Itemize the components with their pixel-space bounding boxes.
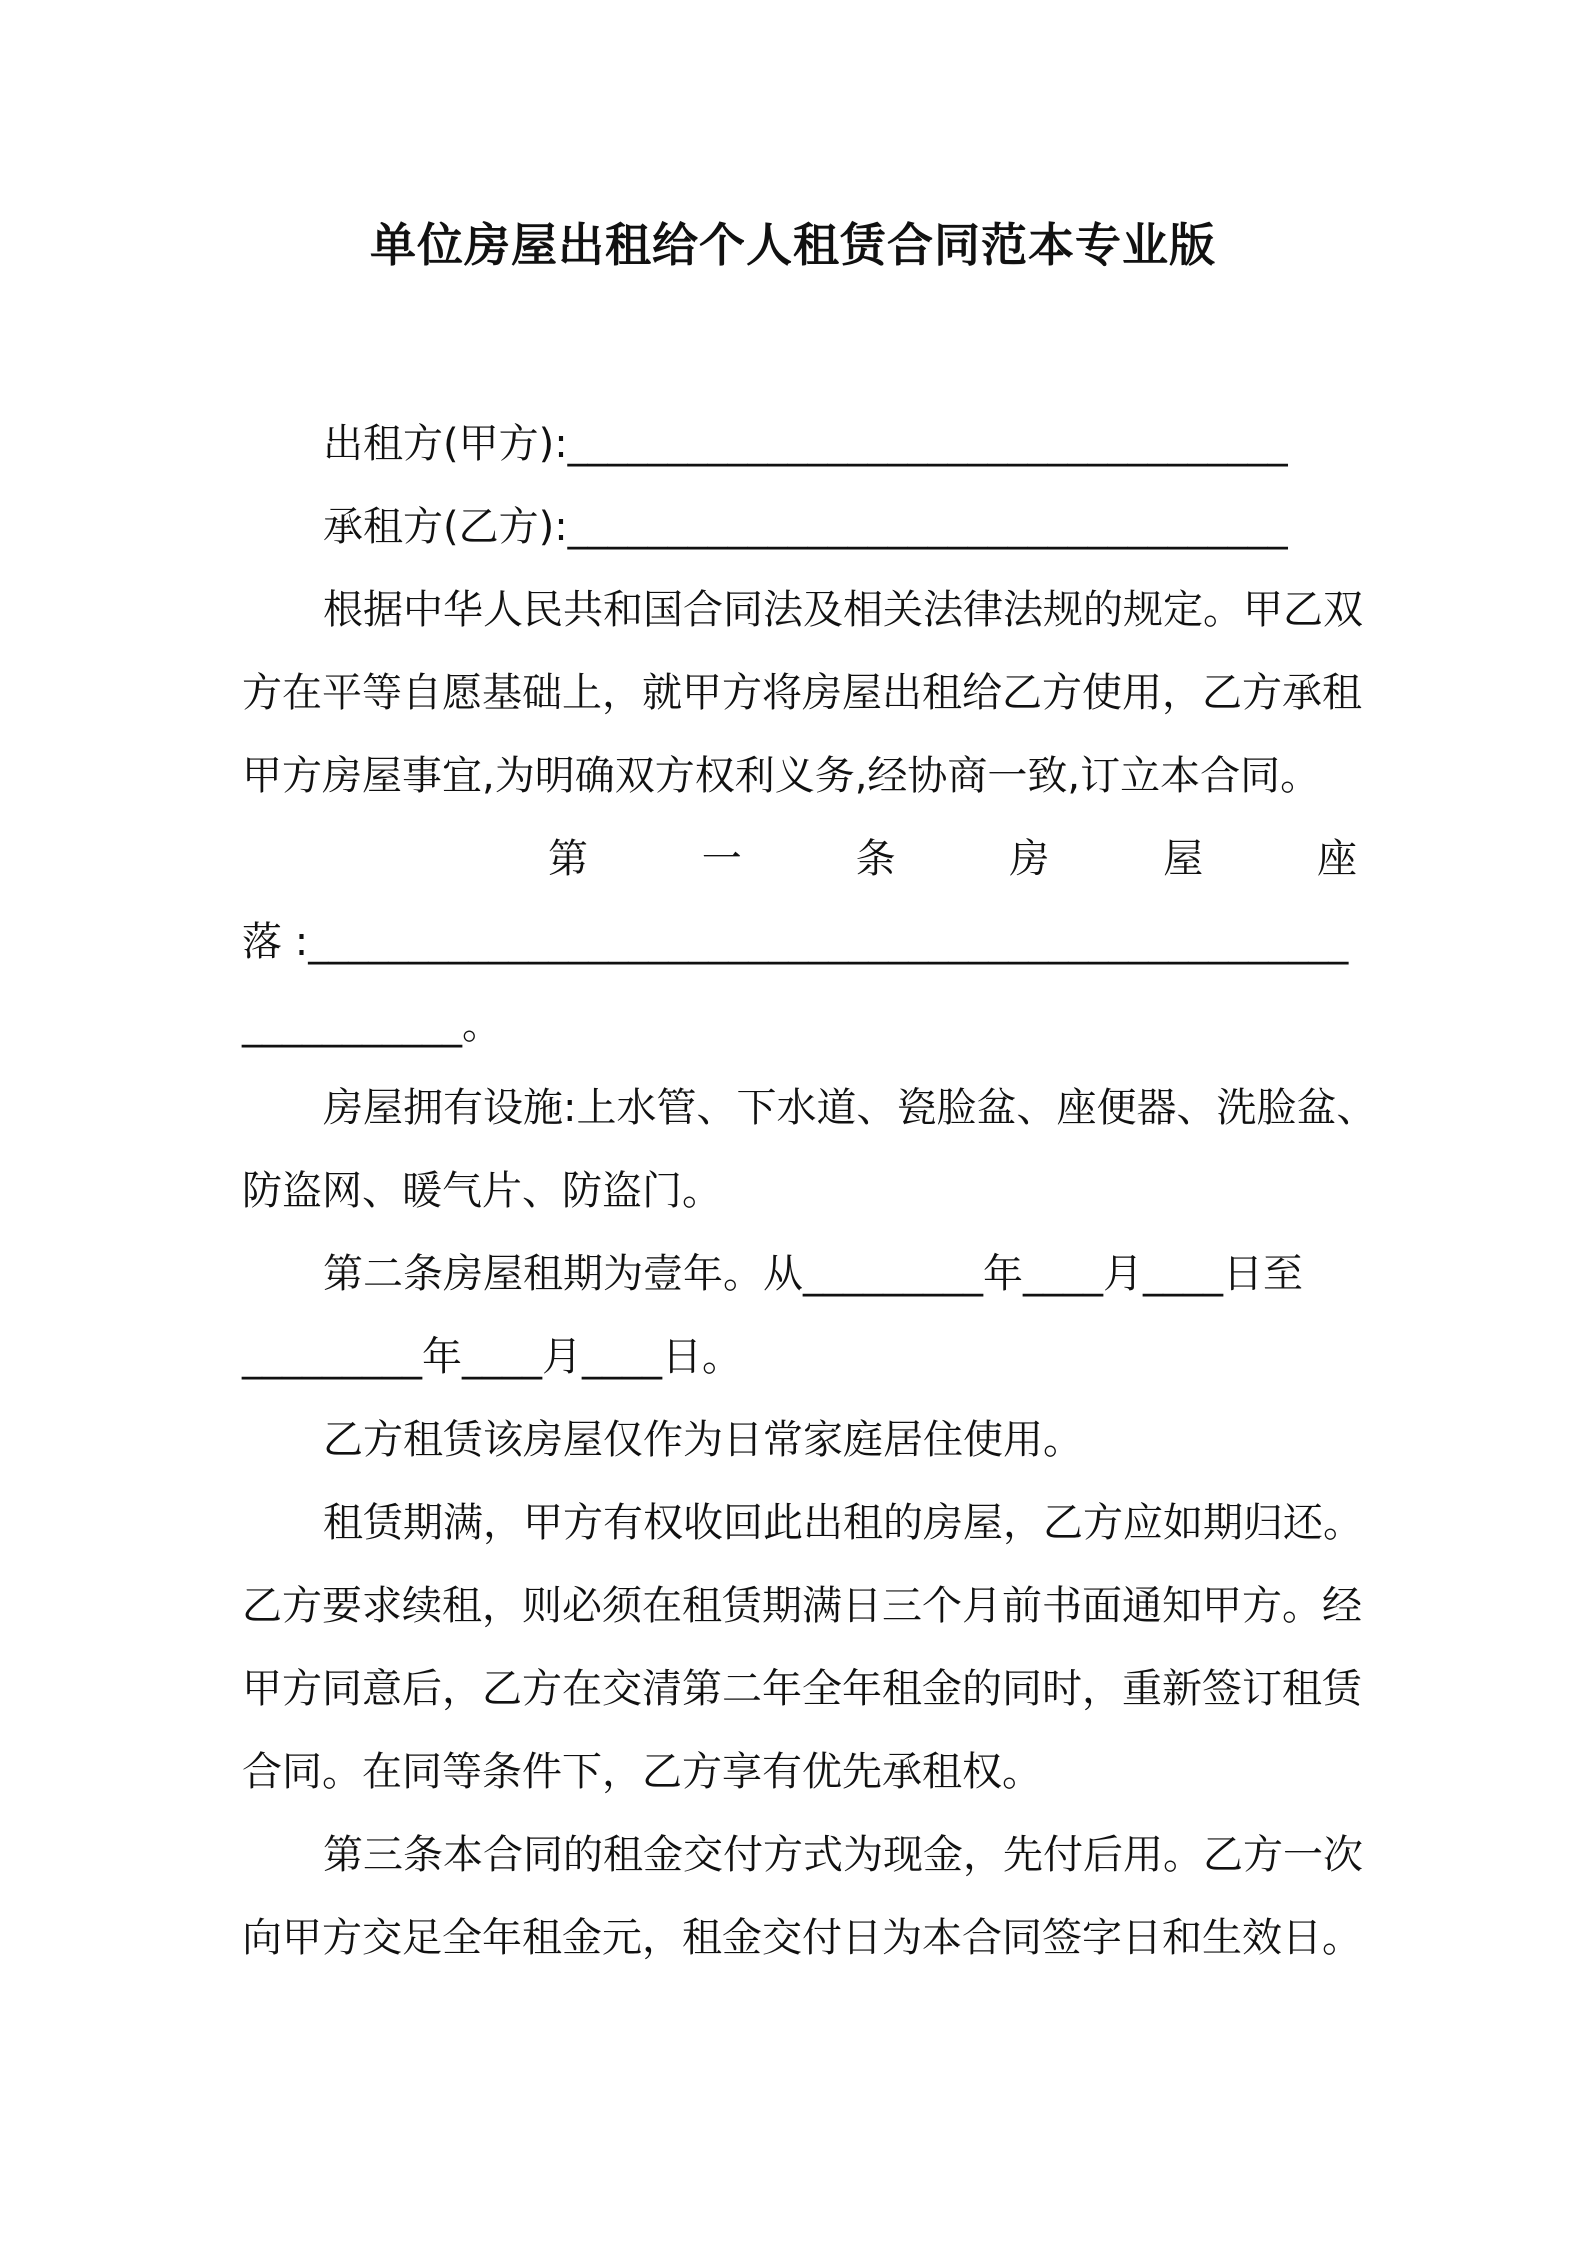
facilities-line-2: 防盗网、暖气片、防盗门。	[242, 1168, 722, 1214]
article-1-location: 落 :____________________________________________________	[242, 919, 1349, 965]
renewal-line-1: 租赁期满，甲方有权收回此出租的房屋，乙方应如期归还。	[323, 1500, 1363, 1546]
article-2-line-1: 第二条房屋租期为壹年。从_________年____月____日至	[323, 1251, 1303, 1297]
preamble-line-3: 甲方房屋事宜,为明确双方权利义务,经协商一致,订立本合同。	[242, 753, 1321, 799]
renewal-line-2: 乙方要求续租，则必须在租赁期满日三个月前书面通知甲方。经	[242, 1583, 1362, 1629]
article-2-line-2: _________年____月____日。	[242, 1334, 742, 1380]
renewal-line-3: 甲方同意后，乙方在交清第二年全年租金的同时，重新签订租赁	[242, 1666, 1362, 1712]
article-1-heading: 第 一 条 房 屋 座	[548, 836, 1357, 882]
usage-line: 乙方租赁该房屋仅作为日常家庭居住使用。	[323, 1417, 1083, 1463]
article-1-location-cont: ___________。	[242, 1002, 502, 1048]
article-3-line-2: 向甲方交足全年租金元，租金交付日为本合同签字日和生效日。	[242, 1915, 1362, 1961]
lessee-line: 承租方(乙方):____________________________________	[323, 504, 1288, 550]
lessor-line: 出租方(甲方):____________________________________	[323, 421, 1288, 467]
document-title: 单位房屋出租给个人租赁合同范本专业版	[370, 218, 1216, 272]
preamble-line-2: 方在平等自愿基础上，就甲方将房屋出租给乙方使用，乙方承租	[242, 670, 1362, 716]
facilities-line-1: 房屋拥有设施:上水管、下水道、瓷脸盆、座便器、洗脸盆、	[323, 1085, 1377, 1131]
renewal-line-4: 合同。在同等条件下，乙方享有优先承租权。	[242, 1749, 1042, 1795]
preamble-line-1: 根据中华人民共和国合同法及相关法律法规的规定。甲乙双	[323, 587, 1363, 633]
article-3-line-1: 第三条本合同的租金交付方式为现金，先付后用。乙方一次	[323, 1832, 1363, 1878]
